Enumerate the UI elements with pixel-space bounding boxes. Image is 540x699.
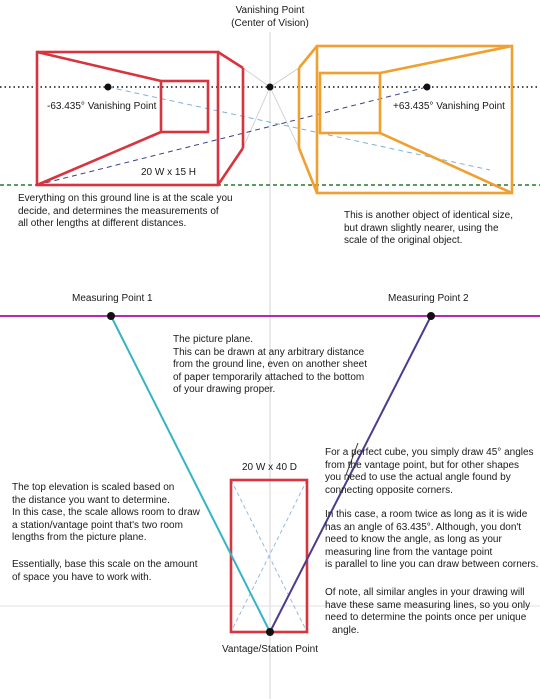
right-vanishing-point-dot [424,84,431,91]
measuring-point-1-label: Measuring Point 1 [72,293,153,304]
ground-line-note: Everything on this ground line is at the scale you decide, and determines the measurements of all other lengths at different distances. [18,193,233,229]
top-elevation-note: The top elevation is scaled based on the distance you want to determine. In this case, the scale allows room to draw a station/vantage point that's two room lengths from the picture plane. [12,482,200,543]
measuring-point-2-dot [427,312,435,320]
vanishing-point-label: Vanishing Point [235,5,305,16]
convergence-lines [243,68,299,148]
similar-angles-note: Of note, all similar angles in your drawing will have these same measuring lines, so you only need to determine the points once per unique angle. [325,587,531,636]
plan-size-label: 20 W x 40 D [242,462,298,473]
plan-view [231,480,307,632]
vanishing-point-title [220,5,320,30]
other-object-note: This is another object of identical size, but drawn slightly nearer, using the scale of the original object. [344,210,513,246]
left-box [37,52,243,185]
center-vanishing-point-dot [267,84,274,91]
right-vp-label: +63.435° Vanishing Point [393,101,505,112]
room-note: In this case, a room twice as long as it is wide has an angle of 63.435°. Although, you don't need to know the angle, as long as your measuring line from the vantage point is parallel to line you can draw between corners. [325,509,539,570]
cube-note: For a perfect cube, you simply draw 45° angles from the vantage point, but for other shapes you need to use the actual angle found by connecting opposite corners. [325,447,534,496]
base-scale-note: Essentially, base this scale on the amount of space you have to work with. [12,559,198,583]
vantage-point-label: Vantage/Station Point [222,644,318,655]
picture-plane-note: The picture plane. This can be drawn at any arbitrary distance from the ground line, even on another sheet of paper temporarily attached to the bottom of your drawing proper. [173,334,368,395]
left-vp-label: -63.435° Vanishing Point [47,101,157,112]
measuring-point-2-label: Measuring Point 2 [388,293,469,304]
right-box [299,46,512,193]
left-vanishing-point-dot [105,84,112,91]
center-of-vision-label: (Center of Vision) [231,17,309,29]
vantage-point-dot [266,628,274,636]
box-size-label: 20 W x 15 H [141,167,197,178]
measuring-point-1-dot [107,312,115,320]
